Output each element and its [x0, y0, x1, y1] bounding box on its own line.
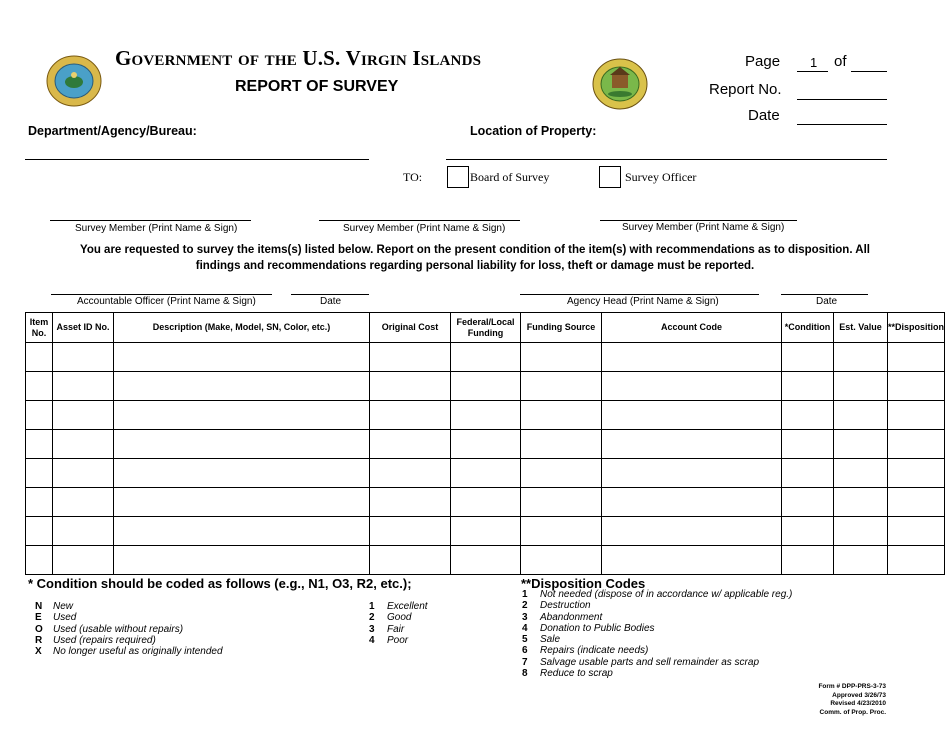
code-description: Reduce to scrap	[540, 668, 613, 680]
location-label: Location of Property:	[470, 124, 597, 138]
code-key: O	[35, 623, 43, 635]
code-entry	[35, 635, 223, 646]
code-key: 3	[369, 623, 375, 635]
code-entry	[369, 612, 428, 623]
code-entry	[522, 657, 792, 668]
table-cell[interactable]	[53, 459, 114, 488]
table-cell[interactable]	[114, 459, 370, 488]
page-label: Page	[745, 53, 781, 70]
column-header: Account Code	[602, 313, 782, 343]
code-entry	[522, 623, 792, 634]
column-header: Asset ID No.	[53, 313, 114, 343]
table-cell[interactable]	[888, 430, 945, 459]
agency-head-date-label: Date	[816, 296, 838, 307]
column-header: *Condition	[782, 313, 834, 343]
column-header: Original Cost	[370, 313, 451, 343]
code-entry	[522, 634, 792, 645]
table-cell[interactable]	[451, 343, 521, 372]
table-cell[interactable]	[521, 343, 602, 372]
form-number-block	[818, 683, 886, 717]
table-cell[interactable]	[888, 488, 945, 517]
table-cell[interactable]	[834, 401, 888, 430]
table-cell[interactable]	[888, 459, 945, 488]
code-description: New	[53, 601, 74, 612]
table-cell[interactable]	[370, 372, 451, 401]
instructions-text: You are requested to survey the items(s) listed below. Report on the present condition of the item(s) with recommendations as to disposition. All findings and recommendations regarding personal liability for loss, theft or damage must be reported.	[80, 244, 870, 272]
table-cell[interactable]	[53, 401, 114, 430]
accountable-officer-field[interactable]	[51, 294, 272, 295]
table-cell[interactable]	[602, 546, 782, 575]
table-cell[interactable]	[26, 430, 53, 459]
form-committee: Comm. of Prop. Proc.	[819, 708, 886, 716]
table-cell[interactable]	[26, 372, 53, 401]
code-entry	[35, 646, 223, 657]
table-cell[interactable]	[602, 459, 782, 488]
column-header: Est. Value	[834, 313, 888, 343]
table-cell[interactable]	[53, 343, 114, 372]
page-of-label: of	[834, 53, 847, 70]
table-cell[interactable]	[114, 343, 370, 372]
code-key: 1	[369, 601, 375, 612]
table-cell[interactable]	[451, 372, 521, 401]
table-cell[interactable]	[834, 459, 888, 488]
condition-heading: * Condition should be coded as follows (e.g., N1, O3, R2, etc.);	[28, 576, 412, 591]
table-cell[interactable]	[782, 459, 834, 488]
page-total-field[interactable]	[851, 71, 887, 72]
page-number-field[interactable]	[797, 71, 828, 72]
table-cell[interactable]	[26, 459, 53, 488]
table-row	[26, 517, 945, 546]
code-description: No longer useful as originally intended	[53, 646, 223, 658]
table-cell[interactable]	[451, 401, 521, 430]
code-key: N	[35, 601, 43, 612]
column-header: **Disposition	[888, 313, 945, 343]
code-key: 2	[522, 600, 528, 612]
survey-officer-checkbox[interactable]	[599, 166, 621, 188]
table-cell[interactable]	[782, 430, 834, 459]
code-description: Used	[53, 612, 77, 624]
code-key: E	[35, 612, 42, 624]
department-field[interactable]	[25, 159, 369, 160]
code-description: Fair	[387, 623, 405, 635]
virgin-islands-seal-icon	[46, 55, 102, 107]
table-cell[interactable]	[782, 401, 834, 430]
column-header: Item No.	[26, 313, 53, 343]
code-entry	[522, 612, 792, 623]
table-cell[interactable]	[370, 517, 451, 546]
code-description: Used (repairs required)	[53, 634, 156, 646]
code-key: X	[35, 646, 42, 658]
code-description: Repairs (indicate needs)	[540, 645, 649, 657]
date-label: Date	[748, 107, 780, 124]
survey-member-3-label: Survey Member (Print Name & Sign)	[622, 222, 785, 233]
table-row	[26, 343, 945, 372]
column-header: Funding Source	[521, 313, 602, 343]
table-cell[interactable]	[114, 430, 370, 459]
code-description: Destruction	[540, 600, 591, 612]
agency-head-date-field[interactable]	[781, 294, 868, 295]
location-field[interactable]	[446, 159, 887, 160]
table-cell[interactable]	[602, 372, 782, 401]
code-key: 4	[522, 622, 528, 634]
code-entry	[35, 624, 223, 635]
code-key: 5	[522, 634, 528, 646]
table-cell[interactable]	[834, 488, 888, 517]
table-cell[interactable]	[888, 517, 945, 546]
survey-member-2-label: Survey Member (Print Name & Sign)	[343, 223, 506, 234]
accountable-date-field[interactable]	[291, 294, 369, 295]
property-procurement-seal-icon	[592, 58, 648, 110]
table-cell[interactable]	[451, 546, 521, 575]
department-label: Department/Agency/Bureau:	[28, 124, 197, 138]
table-cell[interactable]	[521, 488, 602, 517]
table-cell[interactable]	[834, 546, 888, 575]
table-cell[interactable]	[370, 459, 451, 488]
code-description: Used (usable without repairs)	[53, 623, 184, 635]
table-cell[interactable]	[451, 430, 521, 459]
table-cell[interactable]	[53, 372, 114, 401]
disposition-code-list	[522, 589, 792, 679]
board-of-survey-checkbox[interactable]	[447, 166, 469, 188]
code-entry	[522, 668, 792, 679]
table-cell[interactable]	[370, 430, 451, 459]
table-cell[interactable]	[114, 488, 370, 517]
code-key: 4	[369, 634, 375, 646]
table-row	[26, 459, 945, 488]
agency-head-label: Agency Head (Print Name & Sign)	[567, 296, 719, 307]
table-cell[interactable]	[602, 488, 782, 517]
table-cell[interactable]	[888, 343, 945, 372]
accountable-officer-label: Accountable Officer (Print Name & Sign)	[77, 296, 256, 307]
table-cell[interactable]	[834, 517, 888, 546]
survey-member-3-field[interactable]	[600, 220, 797, 221]
code-entry	[35, 612, 223, 623]
code-description: Donation to Public Bodies	[540, 622, 655, 634]
form-number: Form # DPP-PRS-3-73	[818, 683, 886, 690]
table-row	[26, 401, 945, 430]
survey-member-1-label: Survey Member (Print Name & Sign)	[75, 223, 238, 234]
table-cell[interactable]	[26, 343, 53, 372]
accountable-date-label: Date	[320, 296, 342, 307]
code-key: 1	[522, 589, 528, 600]
code-entry	[369, 601, 428, 612]
page-number-value: 1	[810, 55, 818, 70]
table-cell[interactable]	[521, 372, 602, 401]
report-no-label: Report No.	[709, 81, 782, 98]
form-approved: Approved 3/26/73	[832, 691, 886, 699]
table-cell[interactable]	[53, 488, 114, 517]
table-cell[interactable]	[782, 343, 834, 372]
code-entry	[369, 624, 428, 635]
code-entry	[522, 600, 792, 611]
table-cell[interactable]	[114, 546, 370, 575]
table-cell[interactable]	[521, 430, 602, 459]
table-cell[interactable]	[26, 401, 53, 430]
code-description: Not needed (dispose of in accordance w/ applicable reg.)	[540, 589, 793, 600]
table-cell[interactable]	[782, 372, 834, 401]
survey-member-1-field[interactable]	[50, 220, 251, 221]
survey-items-table	[25, 312, 945, 575]
table-cell[interactable]	[370, 546, 451, 575]
table-cell[interactable]	[521, 459, 602, 488]
code-description: Sale	[540, 634, 561, 646]
disposition-heading: **Disposition Codes	[521, 576, 646, 591]
table-cell[interactable]	[451, 517, 521, 546]
document-title: Government of the U.S. Virgin Islands	[115, 46, 482, 70]
document-subtitle: REPORT OF SURVEY	[235, 78, 399, 95]
table-cell[interactable]	[602, 430, 782, 459]
code-description: Salvage usable parts and sell remainder as scrap	[540, 656, 760, 668]
form-revised: Revised 4/23/2010	[830, 700, 886, 707]
table-cell[interactable]	[26, 517, 53, 546]
code-key: R	[35, 634, 43, 646]
table-row	[26, 546, 945, 575]
table-cell[interactable]	[782, 546, 834, 575]
table-row	[26, 372, 945, 401]
to-label: TO:	[403, 170, 423, 184]
table-cell[interactable]	[834, 343, 888, 372]
code-entry	[522, 645, 792, 656]
table-cell[interactable]	[521, 546, 602, 575]
column-header: Description (Make, Model, SN, Color, etc.)	[114, 313, 370, 343]
table-cell[interactable]	[26, 546, 53, 575]
table-cell[interactable]	[888, 546, 945, 575]
table-cell[interactable]	[370, 343, 451, 372]
table-cell[interactable]	[370, 488, 451, 517]
table-cell[interactable]	[26, 488, 53, 517]
survey-member-2-field[interactable]	[319, 220, 520, 221]
code-description: Good	[387, 612, 412, 624]
code-entry	[369, 635, 428, 646]
table-cell[interactable]	[53, 430, 114, 459]
table-cell[interactable]	[834, 372, 888, 401]
date-field[interactable]	[797, 124, 887, 125]
table-cell[interactable]	[888, 372, 945, 401]
table-cell[interactable]	[602, 517, 782, 546]
table-cell[interactable]	[53, 517, 114, 546]
table-cell[interactable]	[521, 517, 602, 546]
agency-head-field[interactable]	[520, 294, 759, 295]
table-cell[interactable]	[782, 488, 834, 517]
column-header: Federal/Local Funding	[451, 313, 521, 343]
board-of-survey-label: Board of Survey	[470, 170, 550, 184]
table-row	[26, 488, 945, 517]
table-header-row	[26, 313, 945, 343]
table-cell[interactable]	[114, 401, 370, 430]
table-cell[interactable]	[521, 401, 602, 430]
code-description: Abandonment	[540, 611, 603, 623]
table-cell[interactable]	[53, 546, 114, 575]
table-cell[interactable]	[451, 488, 521, 517]
table-cell[interactable]	[888, 401, 945, 430]
code-key: 8	[522, 668, 528, 680]
table-cell[interactable]	[782, 517, 834, 546]
code-entry	[35, 601, 223, 612]
report-no-field[interactable]	[797, 99, 887, 100]
code-description: Excellent	[387, 601, 428, 612]
code-key: 6	[522, 645, 528, 657]
table-row	[26, 430, 945, 459]
code-key: 2	[369, 612, 375, 624]
code-entry	[522, 589, 792, 600]
code-key: 3	[522, 611, 528, 623]
survey-officer-label: Survey Officer	[625, 170, 697, 184]
condition-letter-list	[35, 601, 223, 657]
table-cell[interactable]	[602, 343, 782, 372]
code-key: 7	[522, 656, 528, 668]
table-cell[interactable]	[370, 401, 451, 430]
condition-number-list	[369, 601, 428, 646]
table-cell[interactable]	[451, 459, 521, 488]
code-description: Poor	[387, 634, 409, 646]
table-cell[interactable]	[114, 517, 370, 546]
table-cell[interactable]	[834, 430, 888, 459]
table-cell[interactable]	[602, 401, 782, 430]
table-cell[interactable]	[114, 372, 370, 401]
